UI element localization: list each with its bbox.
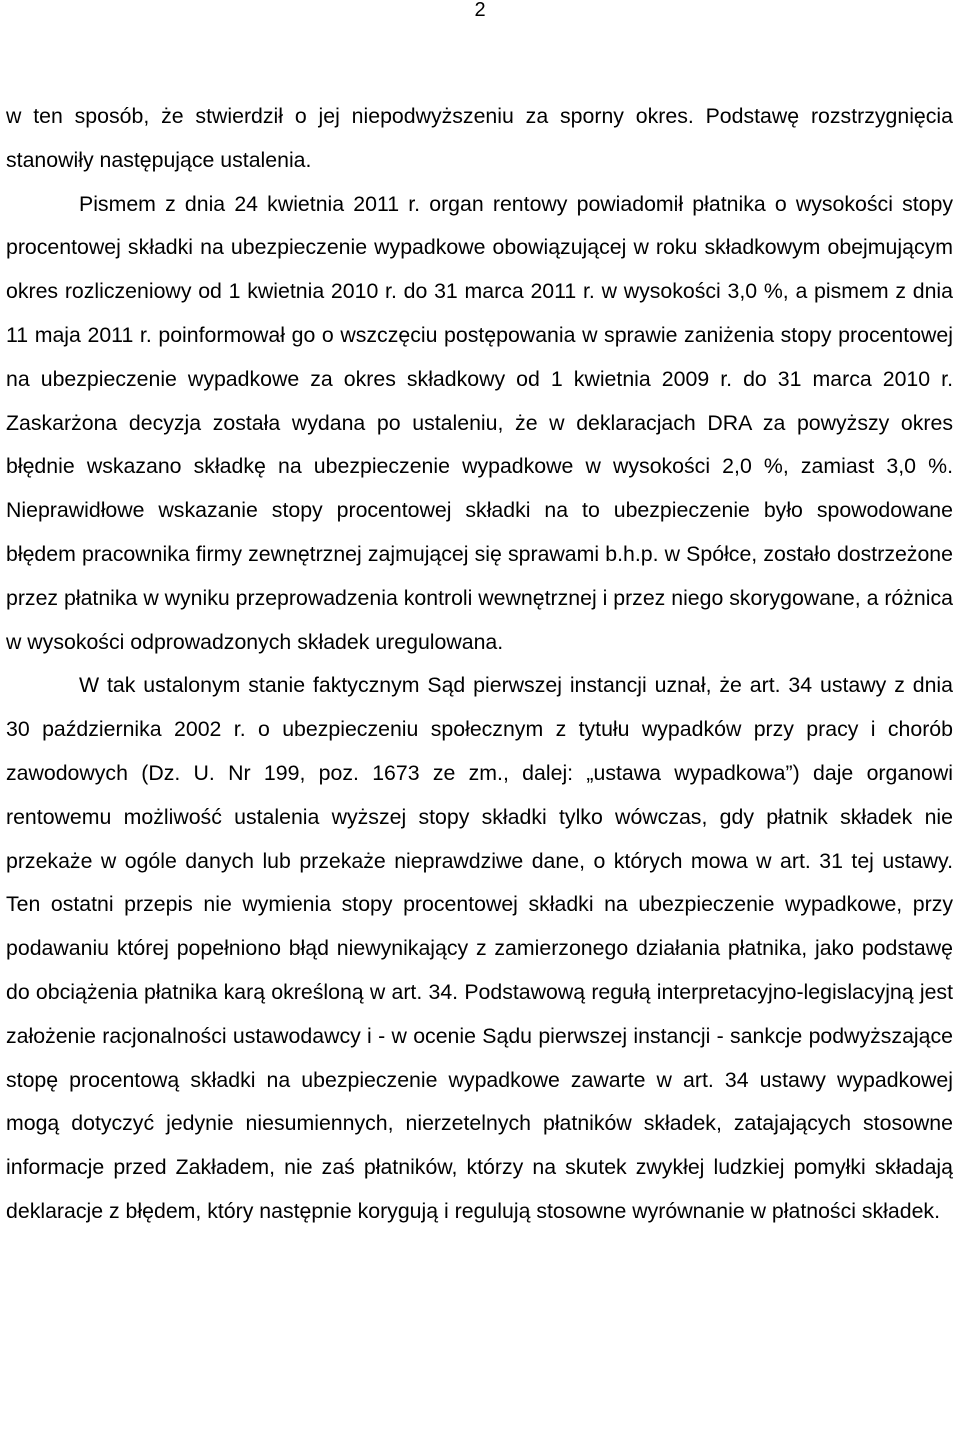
paragraph-intro: w ten sposób, że stwierdził o jej niepodwyższeniu za sporny okres. Podstawę rozstrzygnięcia stanowiły następujące ustalenia. bbox=[6, 104, 953, 172]
document-body bbox=[6, 95, 953, 1234]
page-number: 2 bbox=[474, 0, 486, 21]
paragraph-facts: Pismem z dnia 24 kwietnia 2011 r. organ rentowy powiadomił płatnika o wysokości stopy procentowej składki na ubezpieczenie wypadkowe obowiązującej w roku składkowym obejmującym okres rozliczeniowy od 1 kwietnia 2010 r. do 31 marca 2011 r. w wysokości 3,0 %, a pismem z dnia 11 maja 2011 r. poinformował go o wszczęciu postępowania w sprawie zaniżenia stopy procentowej na ubezpieczenie wypadkowe za okres składkowy od 1 kwietnia 2009 r. do 31 marca 2010 r. Zaskarżona decyzja została wydana po ustaleniu, że w deklaracjach DRA za powyższy okres błędnie wskazano składkę na ubezpieczenie wypadkowe w wysokości 2,0 %, zamiast 3,0 %. Nieprawidłowe wskazanie stopy procentowej składki na to ubezpieczenie było spowodowane błędem pracownika firmy zewnętrznej zajmującej się sprawami b.h.p. w Spółce, zostało dostrzeżone przez płatnika w wyniku przeprowadzenia kontroli wewnętrznej i przez niego skorygowane, a różnica w wysokości odprowadzonych składek uregulowana. bbox=[6, 191, 953, 654]
paragraph-court-reasoning: W tak ustalonym stanie faktycznym Sąd pierwszej instancji uznał, że art. 34 ustawy z dnia 30 października 2002 r. o ubezpieczeniu społecznym z tytułu wypadków przy pracy i chorób zawodowych (Dz. U. Nr 199, poz. 1673 ze zm., dalej: „ustawa wypadkowa”) daje organowi rentowemu możliwość ustalenia wyższej stopy składki tylko wówczas, gdy płatnik składek nie przekaże w ogóle danych lub przekaże nieprawdziwe dane, o których mowa w art. 31 tej ustawy. Ten ostatni przepis nie wymienia stopy procentowej składki na ubezpieczenie wypadkowe, przy podawaniu której popełniono błąd niewynikający z zamierzonego działania płatnika, jako podstawę do obciążenia płatnika karą określoną w art. 34. Podstawową regułą interpretacyjno-legislacyjną jest założenie racjonalności ustawodawcy i - w ocenie Sądu pierwszej instancji - sankcje podwyższające stopę procentową składki na ubezpieczenie wypadkowe zawarte w art. 34 ustawy wypadkowej mogą dotyczyć jedynie niesumiennych, nierzetelnych płatników składek, zatajających stosowne informacje przed Zakładem, nie zaś płatników, którzy na skutek zwykłej ludzkiej pomyłki składają deklaracje z błędem, który następnie korygują i regulują stosowne wyrównanie w płatności składek. bbox=[6, 673, 953, 1223]
